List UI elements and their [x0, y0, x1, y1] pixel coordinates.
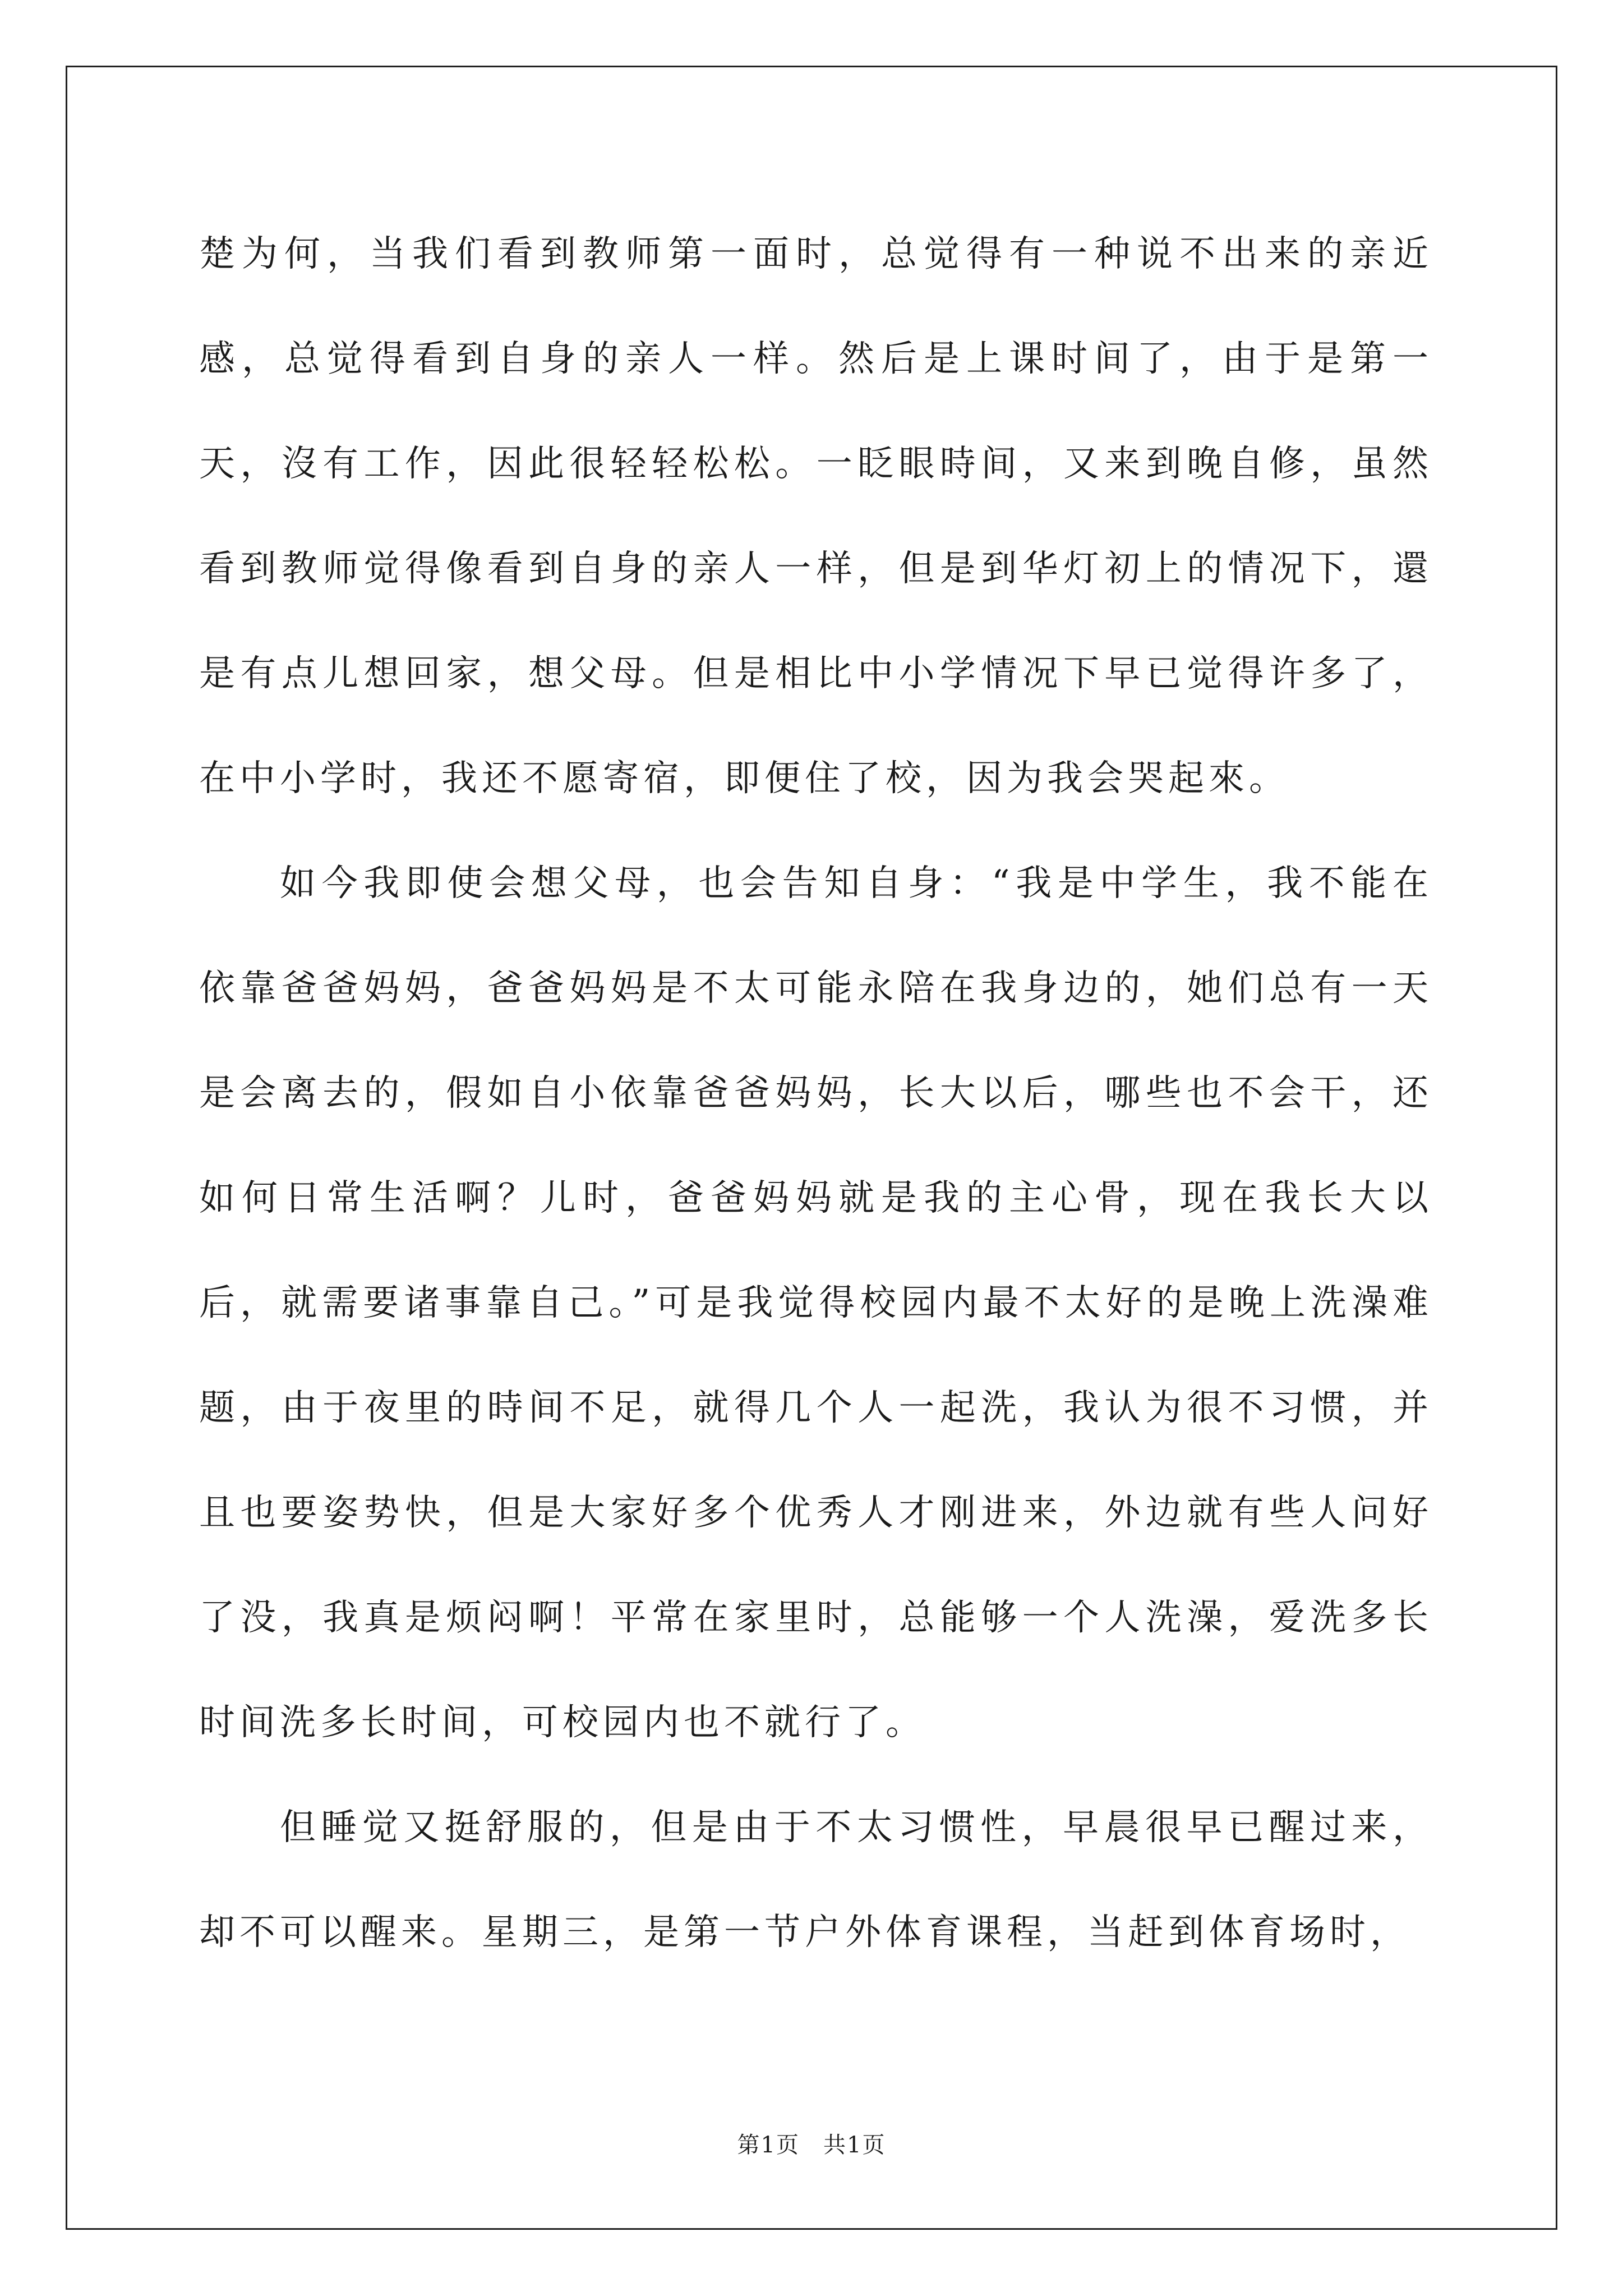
page-footer: 第1页 共1页: [737, 2132, 886, 2158]
paragraph-2: 如今我即使会想父母，也会告知自身：“我是中学生，我不能在依靠爸爸妈妈，爸爸妈妈是不太可能永陪在我身边的，她们总有一天是会离去的，假如自小依靠爸爸妈妈，长大以后，哪些也不会干，还如何日常生活啊？儿时，爸爸妈妈就是我的主心骨，现在我长大以后，就需要诸事靠自己。”可是我觉得校园内最不太好的是晚上洗澡难题，由于夜里的時间不足，就得几个人一起洗，我认为很不习惯，并且也要姿势快，但是大家好多个优秀人才刚进来，外边就有些人问好了没，我真是烦闷啊！平常在家里时，总能够一个人洗澡，爱洗多长时间洗多长时间，可校园内也不就行了。: [199, 863, 1433, 1743]
document-body: [199, 202, 1433, 1985]
paragraph-3: 但睡觉又挺舒服的，但是由于不太习惯性，早晨很早已醒过来，却不可以醒来。星期三，是第一节户外体育课程，当赶到体育场时，: [199, 1807, 1433, 1953]
paragraph-1: 楚为何，当我们看到教师第一面时，总觉得有一种说不出来的亲近感，总觉得看到自身的亲人一样。然后是上课时间了，由于是第一天，沒有工作，因此很轻轻松松。一眨眼時间，又来到晚自修，虽然看到教师觉得像看到自身的亲人一样，但是到华灯初上的情况下，還是有点儿想回家，想父母。但是相比中小学情况下早已觉得许多了，在中小学时，我还不愿寄宿，即便住了校，因为我会哭起來。: [199, 233, 1433, 799]
